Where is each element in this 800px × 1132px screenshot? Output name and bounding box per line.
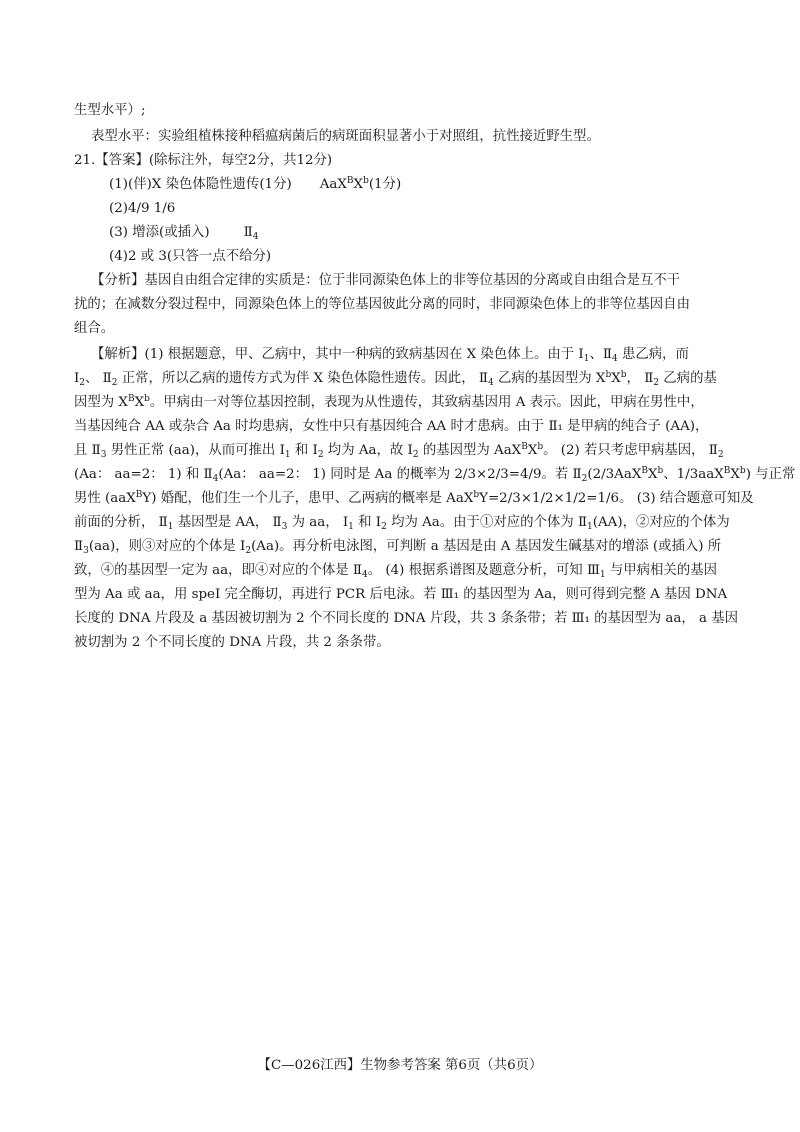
analysis-line: 【分析】基因自由组合定律的实质是：位于非同源染色体上的非等位基因的分离或自由组合是互不干: [91, 273, 681, 288]
answer-4: (4)2 或 3(只答一点不给分): [109, 249, 272, 264]
phenotype-line: 表型水平：实验组植株接种稻瘟病菌后的病斑面积显著小于对照组，抗性接近野生型。: [91, 129, 600, 144]
answer-3: (3) 增添(或插入) $Ⅱ_4$: [109, 225, 259, 242]
explanation-line: 长度的 DNA 片段及 a 基因被切割为 2 个不同长度的 DNA 片段，共 3 条条带；若 Ⅲ₁ 的基因型为 aa， a 基因: [74, 611, 739, 626]
analysis-line: 扰的；在减数分裂过程中，同源染色体上的等位基因彼此分离的同时，非同源染色体上的非等位基因自由: [74, 297, 690, 312]
explanation-line: $Ⅰ_2$、 $Ⅱ_2$ 正常，所以乙病的遗传方式为伴 X 染色体隐性遗传。因此， $Ⅱ_4$ 乙病的基因型为 $X^bX^b$， $Ⅱ_2$ 乙病的基: [74, 370, 717, 388]
header-line: 生型水平）;: [74, 103, 146, 118]
answer-1: (1)(伴)X 染色体隐性遗传(1分) $AaX^BX^b(1$分): [109, 176, 402, 192]
page-footer: 【C—026江西】生物参考答案 第6页（共6页）: [257, 1058, 543, 1073]
explanation-line: 致，④的基因型一定为 aa，即④对应的个体是 $Ⅱ_4$。 (4) 根据系谱图及题意分析，可知 $Ⅲ_1$ 与甲病相关的基因: [74, 563, 717, 580]
explanation-line: 男性 (aaX$^B$Y) 婚配，他们生一个儿子，患甲、乙两病的概率是 AaX$^b$Y=2/3×1/2×1/2=1/6。 (3) 结合题意可知及: [74, 490, 754, 506]
analysis-line: 组合。: [74, 321, 115, 336]
explanation-line: 前面的分析， $Ⅱ_1$ 基因型是 AA， $Ⅱ_3$ 为 aa， $Ⅰ_1$ 和 $Ⅰ_2$ 均为 Aa。由于①对应的个体为 $Ⅱ_1(AA)$，②对应的个体为: [74, 515, 730, 532]
explanation-line: 型为 Aa 或 aa，用 speI 完全酶切，再进行 PCR 后电泳。若 Ⅲ₁ 的基因型为 Aa，则可得到完整 A 基因 DNA: [74, 587, 728, 602]
explanation-line: 当基因纯合 AA 或杂合 Aa 时均患病，女性中只有基因纯合 AA 时才患病。由于 Ⅱ₁ 是甲病的纯合子 (AA)，: [74, 419, 709, 434]
q21-title: 21.【答案】(除标注外，每空2分，共12分): [74, 153, 333, 168]
answer-2: (2)4/9 1/6: [109, 201, 176, 216]
explanation-line: 【解析】(1) 根据题意，甲、乙病中，其中一种病的致病基因在 X 染色体上。由于 $Ⅰ_1$、$Ⅱ_4$ 患乙病，而: [91, 347, 689, 364]
explanation-line: 被切割为 2 个不同长度的 DNA 片段，共 2 条条带。: [74, 635, 390, 650]
explanation-line: 且 $Ⅱ_3$ 男性正常 (aa)，从而可推出 $Ⅰ_1$ 和 $Ⅰ_2$ 均为 Aa，故 $Ⅰ_2$ 的基因型为 $AaX^BX^b$。 (2) 若只考虑甲病基因， $Ⅱ_2$: [74, 442, 724, 460]
explanation-line: $Ⅱ_3(aa)$，则③对应的个体是 $Ⅰ_2(Aa)$。再分析电泳图，可判断 a 基因是由 A 基因发生碱基对的增添 (或插入) 所: [74, 539, 722, 556]
explanation-line: (Aa： aa=2： 1) 和 $Ⅱ_4(Aa$： aa=2： 1) 同时是 Aa 的概率为 2/3×2/3=4/9。若 $Ⅱ_2(2/3AaX^BX^b$、$1/3aaX^BX^b$) 与正常: [74, 466, 796, 484]
explanation-line: 因型为 $X^BX^b$。甲病由一对等位基因控制，表现为从性遗传，其致病基因用 A 表示。因此，甲病在男性中，: [74, 394, 704, 410]
